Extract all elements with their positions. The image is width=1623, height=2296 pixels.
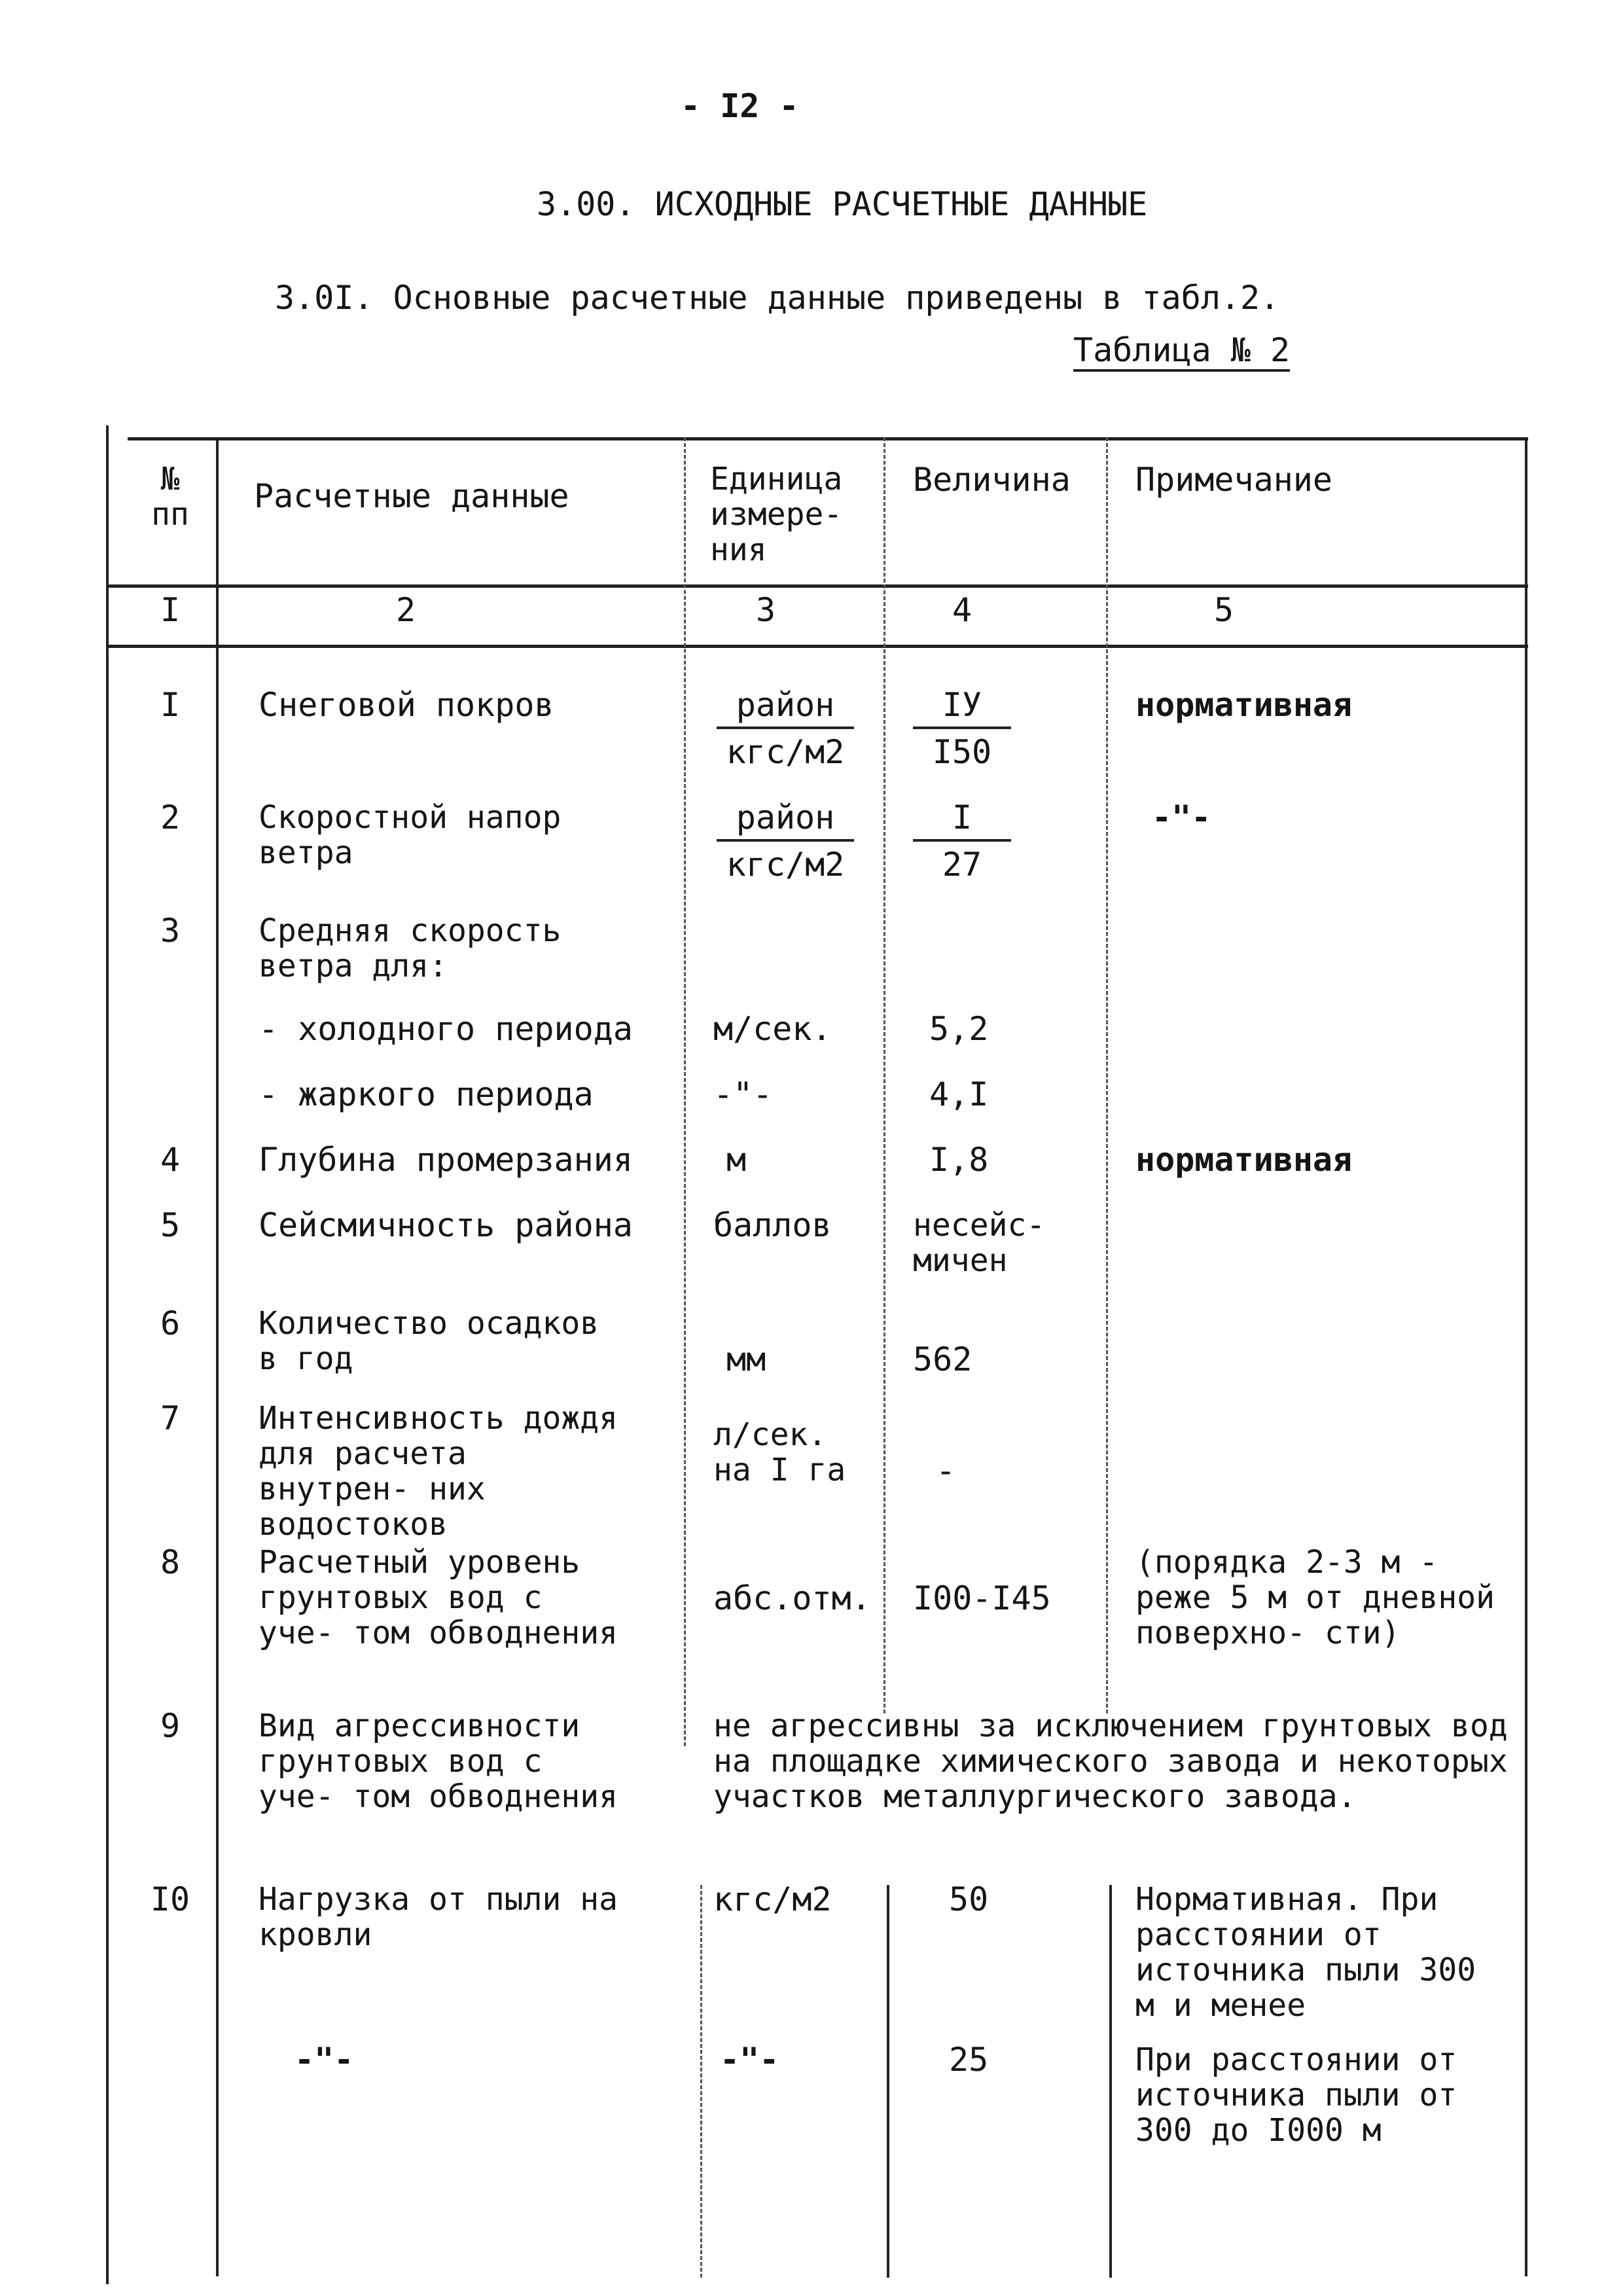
row-9-num: 9 xyxy=(160,1707,181,1745)
row-6-unit: мм xyxy=(726,1340,766,1378)
row-2-unit-bottom: кгс/м2 xyxy=(726,846,845,884)
row-1-unit xyxy=(717,687,854,770)
intro-text: 3.0I. Основные расчетные данные приведены в табл.2. xyxy=(275,279,1280,317)
col-number-4: 4 xyxy=(952,591,972,629)
row-8-name: Расчетный уровень грунтовых вод с уче- том обводнения xyxy=(259,1544,618,1651)
row-10-value: 50 xyxy=(949,1880,989,1918)
header-num: № пп xyxy=(151,461,189,533)
col-divider-4 xyxy=(1106,437,1108,1713)
row-5-name: Сейсмичность района xyxy=(259,1206,633,1244)
row-7-num: 7 xyxy=(160,1399,181,1437)
row-1-value-top: IУ xyxy=(913,687,1011,729)
row-6-value: 562 xyxy=(913,1340,972,1378)
row-2-unit-top: район xyxy=(717,800,854,842)
col-number-3: 3 xyxy=(755,591,776,629)
row-1-value-bottom: I50 xyxy=(932,733,992,771)
row-3-num: 3 xyxy=(160,912,181,950)
row-2-num: 2 xyxy=(160,798,181,836)
row-2-unit xyxy=(717,800,854,882)
table-top-border xyxy=(128,437,1528,440)
row-2-value-top: I xyxy=(913,800,1011,842)
row-10b-note: При расстоянии от источника пыли от 300 до I000 м xyxy=(1135,2041,1457,2149)
page-number: - I2 - xyxy=(681,87,799,125)
header-data: Расчетные данные xyxy=(254,477,569,515)
row-4-unit: м xyxy=(726,1141,747,1179)
row-10-unit: кгс/м2 xyxy=(713,1880,832,1918)
row-5-unit: баллов xyxy=(713,1206,832,1244)
header-bottom-border xyxy=(108,584,1528,588)
row-4-note: нормативная xyxy=(1135,1141,1353,1179)
row-8-value: I00-I45 xyxy=(913,1579,1051,1617)
row-1-value xyxy=(913,687,1011,770)
row-9-name: Вид агрессивности грунтовых вод с уче- том обводнения xyxy=(259,1708,618,1815)
row-7-name: Интенсивность дождя для расчета внутрен- них водостоков xyxy=(259,1400,618,1543)
row-2-name: Скоростной напор ветра xyxy=(259,799,562,871)
row-1-name: Снеговой покров xyxy=(259,686,554,724)
row-10b-name: -"- xyxy=(294,2041,354,2079)
row-6-name: Количество осадков в год xyxy=(259,1305,599,1377)
row-2-value xyxy=(913,800,1011,882)
col-divider-2 xyxy=(684,437,686,1746)
col-divider-3 xyxy=(883,437,885,1713)
row-8-num: 8 xyxy=(160,1543,181,1581)
row-6-num: 6 xyxy=(160,1304,181,1342)
row-3a-value: 5,2 xyxy=(929,1010,989,1048)
row-10-num: I0 xyxy=(150,1880,190,1918)
row-3b-name: - жаркого периода xyxy=(259,1075,594,1113)
row-4-name: Глубина промерзания xyxy=(259,1141,633,1179)
header-unit: Единица измере- ния xyxy=(710,461,843,568)
row-4-value: I,8 xyxy=(929,1141,989,1179)
row-5-num: 5 xyxy=(160,1206,181,1244)
table-right-border xyxy=(1525,437,1527,2276)
row-1-unit-bottom: кгс/м2 xyxy=(726,733,845,771)
col-divider-2b xyxy=(700,1885,702,2278)
row-3b-unit: -"- xyxy=(713,1075,773,1113)
row-7-value: - xyxy=(936,1452,956,1490)
col-divider-3b xyxy=(887,1885,889,2278)
row-3-name: Средняя скорость ветра для: xyxy=(259,912,562,984)
row-3b-value: 4,I xyxy=(929,1075,989,1113)
row-2-value-bottom: 27 xyxy=(942,846,982,884)
row-1-note: нормативная xyxy=(1135,686,1353,724)
table-left-border xyxy=(106,425,109,2284)
col-number-2: 2 xyxy=(395,591,416,629)
colnum-bottom-border xyxy=(108,645,1528,648)
row-10b-unit: -"- xyxy=(720,2041,779,2079)
section-title: 3.00. ИСХОДНЫЕ РАСЧЕТНЫЕ ДАННЫЕ xyxy=(537,185,1148,223)
header-note: Примечание xyxy=(1135,461,1333,499)
row-9-span: не агрессивны за исключением грунтовых вод на площадке химического завода и некоторых участков металлургического завода. xyxy=(713,1708,1508,1815)
row-2-note: -"- xyxy=(1152,798,1211,836)
row-10-note: Нормативная. При расстоянии от источника пыли 300 м и менее xyxy=(1135,1881,1476,2024)
table-caption: Таблица № 2 xyxy=(1073,332,1290,372)
row-8-unit: абс.отм. xyxy=(713,1579,871,1617)
col-number-1: I xyxy=(160,591,181,629)
row-1-num: I xyxy=(160,686,181,724)
col-divider-4b xyxy=(1109,1885,1112,2278)
row-7-unit: л/сек. на I га xyxy=(713,1416,846,1488)
row-3a-name: - холодного периода xyxy=(259,1010,633,1048)
row-10b-value: 25 xyxy=(949,2041,989,2079)
col-number-5: 5 xyxy=(1213,591,1234,629)
row-4-num: 4 xyxy=(160,1141,181,1179)
header-value: Величина xyxy=(913,461,1071,499)
col-divider-1 xyxy=(216,437,219,2276)
row-10-name: Нагрузка от пыли на кровли xyxy=(259,1881,618,1953)
row-3a-unit: м/сек. xyxy=(713,1010,832,1048)
row-5-value: несейс- мичен xyxy=(913,1207,1046,1279)
row-1-unit-top: район xyxy=(717,687,854,729)
row-8-note: (порядка 2-3 м - реже 5 м от дневной поверхно- сти) xyxy=(1135,1544,1495,1651)
